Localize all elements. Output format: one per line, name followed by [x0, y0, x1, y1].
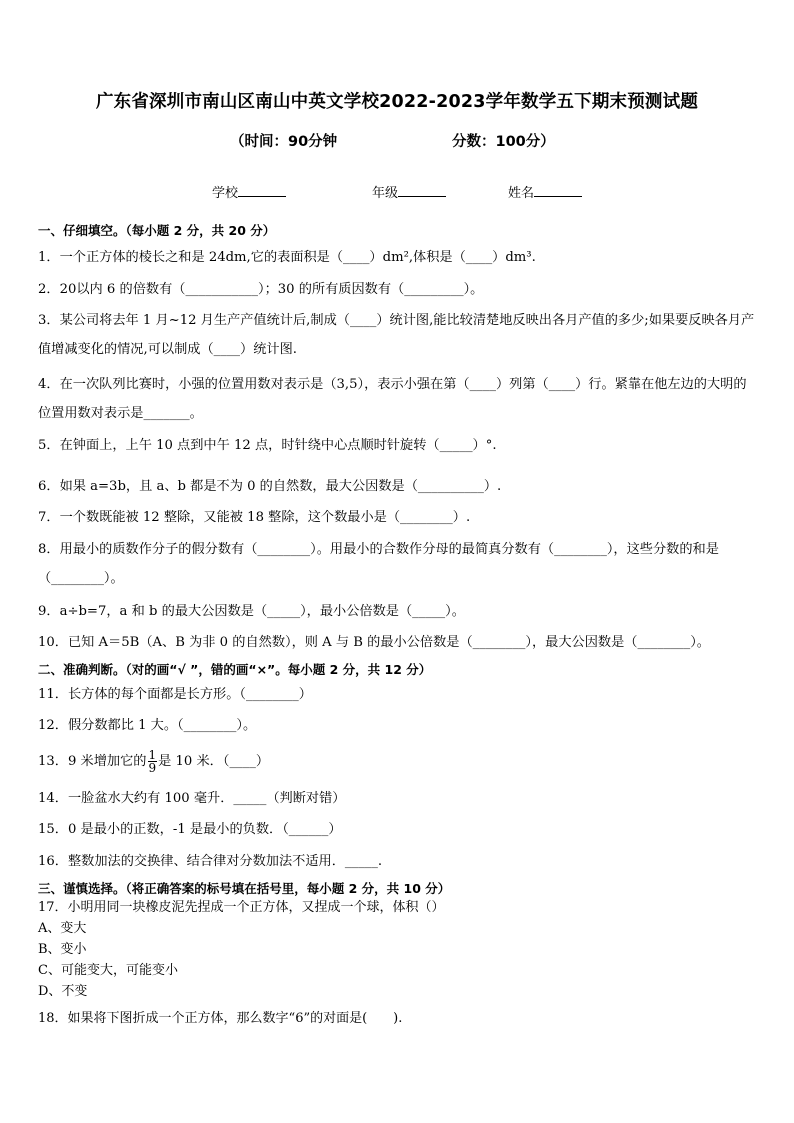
q17-option-b: B、变小 — [38, 942, 87, 957]
q13-prefix: 13．9 米增加它的 — [38, 754, 147, 769]
question-13 — [38, 747, 758, 776]
question-14: 14．一脸盆水大约有 100 毫升．_____（判断对错） — [38, 791, 346, 806]
question-17: 17．小明用同一块橡皮泥先捏成一个正方体，又捏成一个球，体积（） — [38, 900, 445, 915]
question-3: 3．某公司将去年 1 月~12 月生产产值统计后,制成（____）统计图,能比较清楚地反映出各月产值的多少;如果要反映各月产值增减变化的情况,可以制成（____）统计图. — [38, 313, 755, 357]
question-4: 4．在一次队列比赛时，小强的位置用数对表示是（3,5），表示小强在第（____）列第（____）行。紧靠在他左边的大明的位置用数对表示是_______。 — [38, 377, 747, 421]
question-7: 7．一个数既能被 12 整除，又能被 18 整除，这个数最小是（________）. — [38, 510, 471, 525]
question-2: 2．20以内 6 的倍数有（___________）；30 的所有质因数有（_________）。 — [38, 282, 484, 297]
school-blank[interactable] — [238, 184, 286, 197]
name-field — [508, 182, 582, 201]
question-18: 18．如果将下图折成一个正方体，那么数字“6”的对面是( ). — [38, 1011, 403, 1026]
one-ninth-fraction — [148, 749, 158, 774]
fraction-denominator: 9 — [148, 761, 157, 775]
question-6: 6．如果 a=3b，且 a、b 都是不为 0 的自然数，最大公因数是（__________）. — [38, 479, 502, 494]
q17-option-d: D、不变 — [38, 984, 88, 999]
section-3-heading: 三、谨慎选择。（将正确答案的标号填在括号里，每小题 2 分，共 10 分） — [38, 881, 451, 896]
name-blank[interactable] — [534, 184, 582, 197]
exam-time: （时间：90分钟 — [230, 134, 338, 150]
q13-suffix: 是 10 米．（____） — [158, 754, 270, 769]
section-2-heading: 二、准确判断。（对的画“√ ”，错的画“×”。每小题 2 分，共 12 分） — [38, 662, 432, 677]
grade-blank[interactable] — [398, 184, 446, 197]
q17-option-a: A、变大 — [38, 921, 87, 936]
school-field — [212, 182, 286, 201]
question-8: 8．用最小的质数作分子的假分数有（________）。用最小的合数作分母的最简真分数有（________），这些分数的和是（________）。 — [38, 542, 719, 586]
q17-option-c: C、可能变大，可能变小 — [38, 963, 178, 978]
grade-label: 年级 — [372, 186, 399, 201]
question-16: 16．整数加法的交换律、结合律对分数加法不适用．_____. — [38, 854, 383, 869]
exam-score: 分数：100分） — [452, 134, 555, 150]
question-1: 1．一个正方体的棱长之和是 24dm,它的表面积是（____）dm²,体积是（____）dm³. — [38, 250, 536, 265]
question-10: 10．已知 A＝5B（A、B 为非 0 的自然数），则 A 与 B 的最小公倍数是（________），最大公因数是（________）。 — [38, 635, 710, 650]
school-label: 学校 — [212, 186, 239, 201]
question-12: 12．假分数都比 1 大。（________）。 — [38, 718, 257, 733]
question-5: 5．在钟面上，上午 10 点到中午 12 点，时针绕中心点顺时针旋转（_____）°. — [38, 438, 497, 453]
grade-field — [372, 182, 446, 201]
section-1-heading: 一、仔细填空。（每小题 2 分，共 20 分） — [38, 223, 276, 238]
question-11: 11．长方体的每个面都是长方形。（________） — [38, 687, 312, 702]
exam-title: 广东省深圳市南山区南山中英文学校2022-2023学年数学五下期末预测试题 — [95, 92, 699, 112]
question-9: 9．a÷b=7，a 和 b 的最大公因数是（_____），最小公倍数是（_____）。 — [38, 604, 465, 619]
name-label: 姓名 — [508, 186, 535, 201]
fraction-numerator: 1 — [148, 748, 157, 762]
question-15: 15．0 是最小的正数，-1 是最小的负数．（______） — [38, 822, 342, 837]
